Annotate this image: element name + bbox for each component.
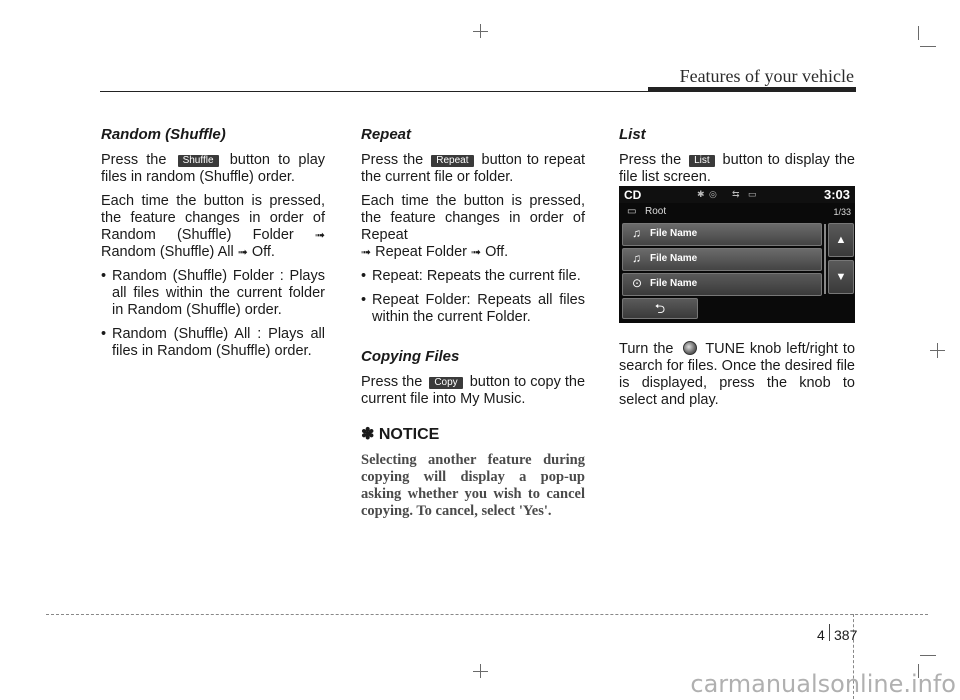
screen-scrollbar[interactable] (824, 224, 826, 294)
watermark: carmanualsonline.info (690, 670, 956, 698)
paragraph-shuffle-press: Press the Shuffle button to play files in random (Shuffle) order. (101, 152, 326, 185)
screen-root-label: Root (645, 206, 667, 217)
back-button[interactable]: ⮌ (622, 298, 698, 319)
arrow-icon: ➟ (471, 245, 482, 259)
bluetooth-icon: ✱ (697, 189, 705, 199)
notice-title: ✽ NOTICE (361, 426, 440, 443)
ipod-icon: ▭ (748, 189, 757, 199)
column-list (619, 126, 855, 193)
copy-button-label: Copy (429, 377, 462, 389)
list-item: • Repeat Folder: Repeats all files within the current Folder. (361, 292, 585, 326)
screen-mode-label: CD (624, 188, 642, 202)
column-list-tune (619, 341, 855, 416)
paragraph-shuffle-order: Each time the button is pressed, the feature changes in order of Random (Shuffle) Folder ➟ Random (Shuffle) All ➟ Off. (101, 193, 325, 260)
crop-mark-right-center-h (930, 350, 945, 351)
folder-icon: ▭ (627, 206, 637, 217)
file-list-item[interactable]: ⊙ File Name (622, 273, 822, 296)
crop-mark-top-right-h (920, 46, 936, 47)
list-item: • Random (Shuffle) All : Plays all files in Random (Shuffle) order. (101, 326, 325, 360)
screen-clock: 3:03 (823, 187, 850, 202)
paragraph-repeat-order: Each time the button is pressed, the feature changes in order of Repeat ➟ Repeat Folder ➟ Off. (361, 193, 585, 260)
column-repeat-copy (361, 126, 585, 520)
paragraph-list-press: Press the List button to display the file list screen. (619, 152, 855, 185)
page-number-divider (829, 624, 830, 641)
scroll-up-button[interactable]: ▲ (828, 223, 854, 257)
tune-knob-icon (683, 341, 697, 355)
paragraph-repeat-press: Press the Repeat button to repeat the current file or folder. (361, 152, 586, 185)
settings-icon: ◎ (709, 189, 717, 199)
header-title: Features of your vehicle (679, 66, 854, 86)
play-circle-icon: ⊙ (632, 276, 643, 290)
column-random-shuffle (101, 126, 325, 367)
music-note-icon: ♫ (632, 226, 641, 240)
section-title-list: List (619, 126, 646, 143)
header-rule (100, 91, 648, 92)
repeat-button-label: Repeat (431, 155, 473, 167)
scroll-down-button[interactable]: ▼ (828, 260, 854, 294)
arrow-icon: ➟ (237, 245, 248, 259)
screen-track-count: 1/33 (833, 207, 851, 217)
arrow-icon: ➟ (314, 228, 325, 242)
crop-mark-bottom-right-h (920, 655, 936, 656)
file-list-item[interactable]: ♫ File Name (622, 223, 822, 246)
section-title-copying-files: Copying Files (361, 348, 460, 365)
file-list-item[interactable]: ♫ File Name (622, 248, 822, 271)
crop-mark-bottom-center-h (473, 671, 488, 672)
file-list-screen (619, 186, 855, 323)
music-note-icon: ♫ (632, 251, 641, 265)
shuffle-bullet-list (101, 268, 325, 360)
paragraph-copy-press: Press the Copy button to copy the current file into My Music. (361, 374, 586, 407)
crop-mark-top-right (918, 26, 919, 40)
screen-folder-row (619, 204, 855, 220)
list-item: • Repeat: Repeats the current file. (361, 268, 585, 285)
page-number: 387 (834, 627, 858, 643)
repeat-bullet-list (361, 268, 585, 326)
arrow-icon: ➟ (361, 245, 372, 259)
footer-rule (46, 614, 928, 615)
usb-icon: ⇆ (732, 189, 740, 199)
chapter-number: 4 (817, 627, 825, 643)
paragraph-tune-knob: Turn the TUNE knob left/right to search for files. Once the desired file is displayed, press the knob to select and play. (619, 341, 856, 408)
section-title-random-shuffle: Random (Shuffle) (101, 126, 226, 143)
crop-mark-top-center-h (473, 31, 488, 32)
header-rule-accent (648, 87, 856, 92)
notice-body: Selecting another feature during copying will display a pop-up asking whether you wish to cancel copying. To cancel, select 'Yes'. (361, 452, 585, 519)
list-button-label: List (689, 155, 715, 167)
section-title-repeat: Repeat (361, 126, 412, 143)
list-item: • Random (Shuffle) Folder : Plays all files within the current folder in Random (Shuffle) order. (101, 268, 325, 319)
shuffle-button-label: Shuffle (178, 155, 219, 167)
